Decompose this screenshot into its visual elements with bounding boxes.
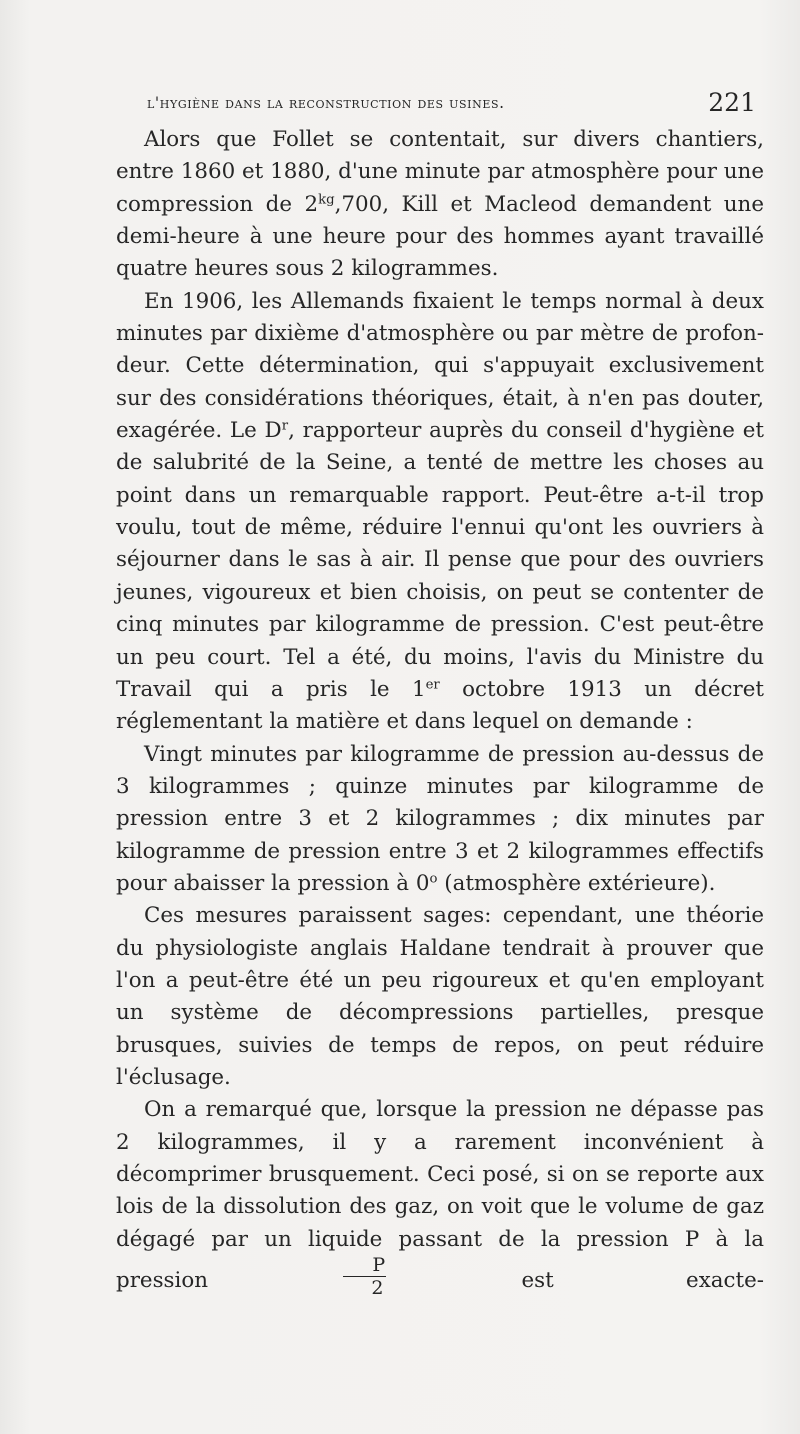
- fraction-p-over-2: [343, 1256, 386, 1298]
- running-head: l'hygiène dans la reconstruction des usines.: [147, 94, 505, 112]
- page-header: [147, 88, 764, 120]
- paragraph-2: En 1906, les Allemands fixaient le temps normal à deux minutes par dixième d'atmosphère ou par mètre de profondeur. Cette détermination, qui s'appuyait exclusivement sur des considérations théoriques, était, à n'en pas douter, exagérée. Le $D^r$, rapporteur auprès du conseil d'hygiène et de salubrité de la Seine, a tenté de mettre les choses au point dans un remarquable rapport. Peut-être a-t-il trop voulu, tout de même, réduire l'ennui qu'ont les ouvriers à séjourner dans le sas à air. Il pense que pour des ouvriers jeunes, vigoureux et bien choisis, on peut se contenter de cinq minutes par kilogramme de pression. C'est peut-être un peu court. Tel a été, du moins, l'avis du Ministre du Travail qui a pris le 1er octobre 1913 un décret réglementant la matière et dans lequel on demande :: [116, 288, 764, 735]
- page-number: 221: [708, 88, 756, 117]
- fraction-numerator: P: [343, 1256, 386, 1277]
- superscript: o: [429, 871, 438, 887]
- paragraph-5-text: On a remarqué que, lorsque la pression ne dépasse pas 2 kilogrammes, il y a rarement inconvénient à décomprimer brusquement. Ceci posé, si on se reporte aux lois de la dissolution des gaz, on voit que le volume de gaz dégagé par un liquide passant de la pression P à la pression $\frac{P}{2}$ est exacte-: [116, 1097, 764, 1300]
- fraction-denominator: 2: [371, 1277, 384, 1300]
- paragraph-1: Alors que Follet se contentait, sur divers chantiers, entre 1860 et 1880, d'une minute par atmosphère pour une compression de $2^{kg},700$, Kill et Macleod demandent une demi-​heure à une heure pour des hommes ayant travaillé quatre heures sous 2 kilogrammes.: [116, 127, 764, 282]
- body-text: [116, 124, 764, 1298]
- superscript: kg: [318, 192, 335, 208]
- paragraph-5: [116, 1094, 764, 1298]
- paragraph-3: Vingt minutes par kilogramme de pression au-dessus de 3 kilogrammes ; quinze minutes par kilogramme de pression entre 3 et 2 kilogrammes ; dix minutes par kilogramme de pression entre 3 et 2 kilogrammes effectifs pour abaisser la pression à 0$^o$ (atmosphère extérieure).: [116, 741, 764, 896]
- paragraph-4: Ces mesures paraissent sages: cependant, une théorie du physiologiste anglais Haldane tendrait à prouver que l'on a peut-être été un peu rigoureux et qu'en employant un système de décompressions partielles, presque brusques, suivies de temps de repos, on peut réduire l'éclusage.: [116, 903, 764, 1090]
- superscript: r: [281, 418, 289, 434]
- superscript: er: [425, 677, 440, 693]
